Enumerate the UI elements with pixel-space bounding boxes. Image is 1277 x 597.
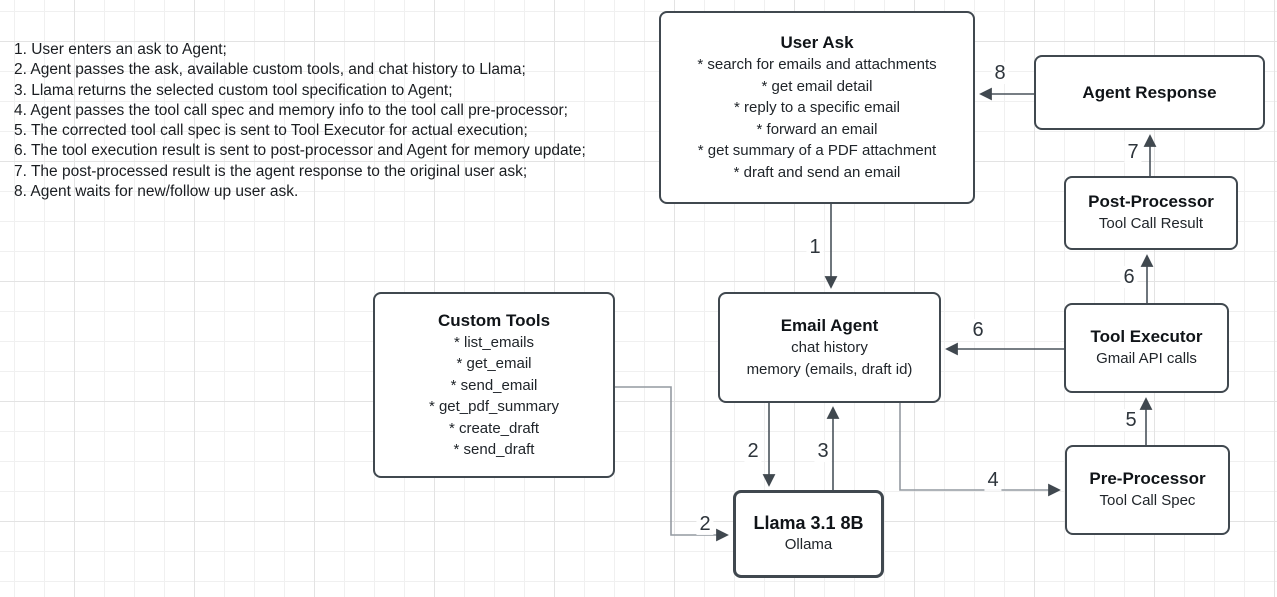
node-item: * send_email (450, 376, 538, 394)
flow-step: 8. Agent waits for new/follow up user ask. (14, 183, 299, 201)
node-title: Agent Response (1082, 82, 1217, 102)
node-item: * get_email (456, 355, 532, 372)
node-title: User Ask (780, 33, 854, 52)
flow-step: 3. Llama returns the selected custom tool specification to Agent; (14, 81, 453, 99)
flow-step: 6. The tool execution result is sent to post-processor and Agent for memory update; (14, 142, 586, 160)
node-item: * list_emails (453, 333, 535, 351)
edge-1-label: 1 (806, 236, 823, 258)
node-custom-tools (373, 292, 615, 478)
flow-step: 4. Agent passes the tool call spec and memory info to the tool call pre-processor; (14, 101, 568, 119)
node-subtitle: Tool Call Spec (1099, 492, 1196, 510)
node-agent-response (1034, 55, 1265, 130)
node-llama (733, 490, 884, 578)
node-item: * draft and send an email (733, 163, 901, 181)
node-item: * get_pdf_summary (428, 398, 560, 415)
edge-4-line (900, 403, 1059, 490)
edge-7-label: 7 (1124, 141, 1141, 163)
node-title: Email Agent (780, 316, 879, 335)
flow-step: 2. Agent passes the ask, available custom tools, and chat history to Llama; (14, 61, 526, 79)
edge-3-label: 3 (814, 440, 831, 462)
node-pre-processor (1065, 445, 1230, 535)
flow-step: 1. User enters an ask to Agent; (14, 41, 227, 58)
node-title: Post-Processor (1088, 192, 1214, 212)
edge-8-label: 8 (991, 62, 1008, 84)
node-user-ask (659, 11, 975, 204)
flow-step: 7. The post-processed result is the agent response to the original user ask; (14, 162, 528, 180)
node-item: * send_draft (453, 441, 535, 458)
flow-steps-list (14, 40, 586, 202)
edge-2-label: 2 (744, 440, 761, 462)
node-title: Llama 3.1 8B (753, 513, 864, 534)
edge-5-label: 5 (1122, 409, 1139, 431)
node-title: Pre-Processor (1089, 469, 1206, 489)
node-subtitle: Gmail API calls (1096, 350, 1197, 368)
node-tool-executor (1064, 303, 1229, 393)
node-subtitle: Ollama (784, 536, 833, 554)
flow-step: 5. The corrected tool call spec is sent to Tool Executor for actual execution; (14, 122, 528, 140)
node-post-processor (1064, 176, 1238, 250)
node-item: * create_draft (448, 419, 540, 437)
edge-4-label: 4 (984, 469, 1001, 491)
edge-2b-label: 2 (696, 513, 713, 535)
node-title: Custom Tools (437, 310, 551, 330)
edge-6b-label: 6 (1120, 266, 1137, 288)
node-subtitle: Tool Call Result (1098, 215, 1204, 233)
node-title: Tool Executor (1090, 327, 1203, 347)
node-item: * search for emails and attachments (697, 56, 937, 73)
node-email-agent (718, 292, 941, 403)
node-item: * get summary of a PDF attachment (697, 142, 937, 159)
node-item: * get email detail (761, 77, 873, 95)
node-item: * reply to a specific email (734, 99, 900, 116)
node-line: memory (emails, draft id) (746, 360, 913, 378)
edge-6a-label: 6 (969, 319, 986, 341)
node-line: chat history (791, 339, 868, 356)
node-item: * forward an email (756, 120, 878, 138)
